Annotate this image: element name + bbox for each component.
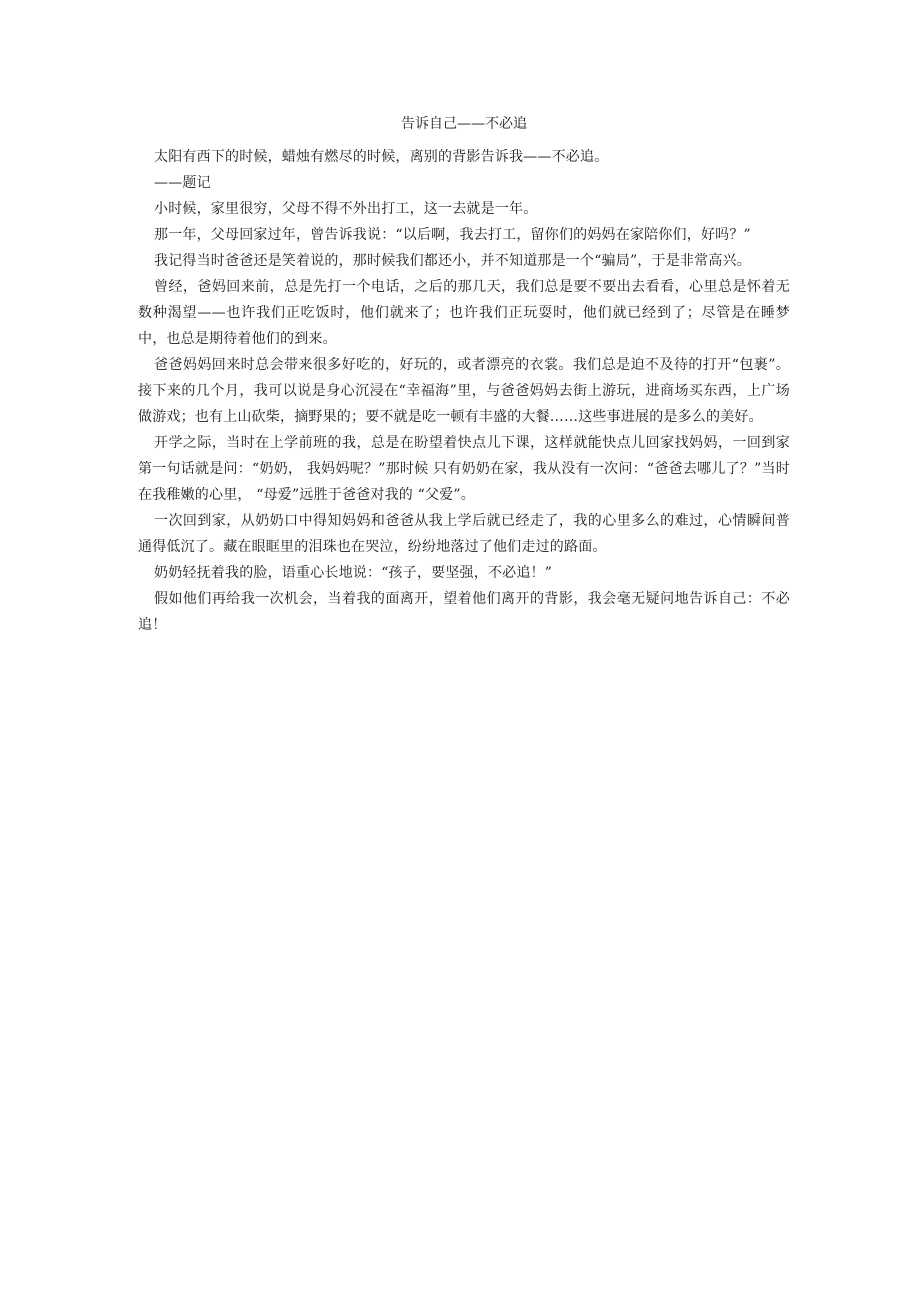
- body-paragraph: 小时候，家里很穷，父母不得不外出打工，这一去就是一年。: [154, 201, 538, 217]
- body-paragraph: 那一年，父母回家过年，曾告诉我说：“以后啊，我去打工，留你们的妈妈在家陪你们，好吗？”: [154, 227, 751, 243]
- body-paragraph: 我记得当时爸爸还是笑着说的，那时候我们都还小，并不知道那是一个“骗局”，于是非常高兴。: [154, 253, 751, 269]
- epigraph-attribution: ——题记: [154, 175, 211, 191]
- body-paragraph: 曾经，爸妈回来前，总是先打一个电话，之后的那几天，我们总是要不要出去看看，心里总是怀着无数种渴望——也许我们正吃饭时，他们就来了；也许我们正玩耍时，他们就已经到了；尽管是在睡梦中，也总是期待着他们的到来。: [138, 279, 790, 347]
- body-paragraph: 假如他们再给我一次机会，当着我的面离开，望着他们离开的背影，我会毫无疑问地告诉自己：不必追！: [138, 591, 790, 633]
- document-title: 告诉自己——不必追: [401, 116, 527, 132]
- epigraph-paragraph: 太阳有西下的时候，蜡烛有燃尽的时候，离别的背影告诉我——不必追。: [154, 149, 609, 165]
- body-paragraph: 爸爸妈妈回来时总会带来很多好吃的，好玩的，或者漂亮的衣裳。我们总是迫不及待的打开“包裹”。接下来的几个月，我可以说是身心沉浸在“幸福海”里，与爸爸妈妈去街上游玩，进商场买东西，上广场做游戏；也有上山砍柴，摘野果的；要不就是吃一顿有丰盛的大餐……这些事进展的是多么的美好。: [138, 357, 790, 425]
- body-paragraph: 一次回到家，从奶奶口中得知妈妈和爸爸从我上学后就已经走了，我的心里多么的难过，心情瞬间普通得低沉了。藏在眼眶里的泪珠也在哭泣，纷纷地落过了他们走过的路面。: [138, 513, 790, 555]
- document-body: [138, 144, 790, 638]
- body-paragraph: 奶奶轻抚着我的脸，语重心长地说：“孩子，要坚强，不必追！”: [154, 565, 553, 581]
- body-paragraph: 开学之际，当时在上学前班的我，总是在盼望着快点儿下课，这样就能快点儿回家找妈妈，一回到家第一句话就是问：“奶奶， 我妈妈呢？”那时候 只有奶奶在家，我从没有一次问：“爸爸去哪儿了？”当时在我稚嫩的心里， “母爱”远胜于爸爸对我的 “父爱”。: [138, 435, 790, 503]
- document-page: [138, 112, 790, 638]
